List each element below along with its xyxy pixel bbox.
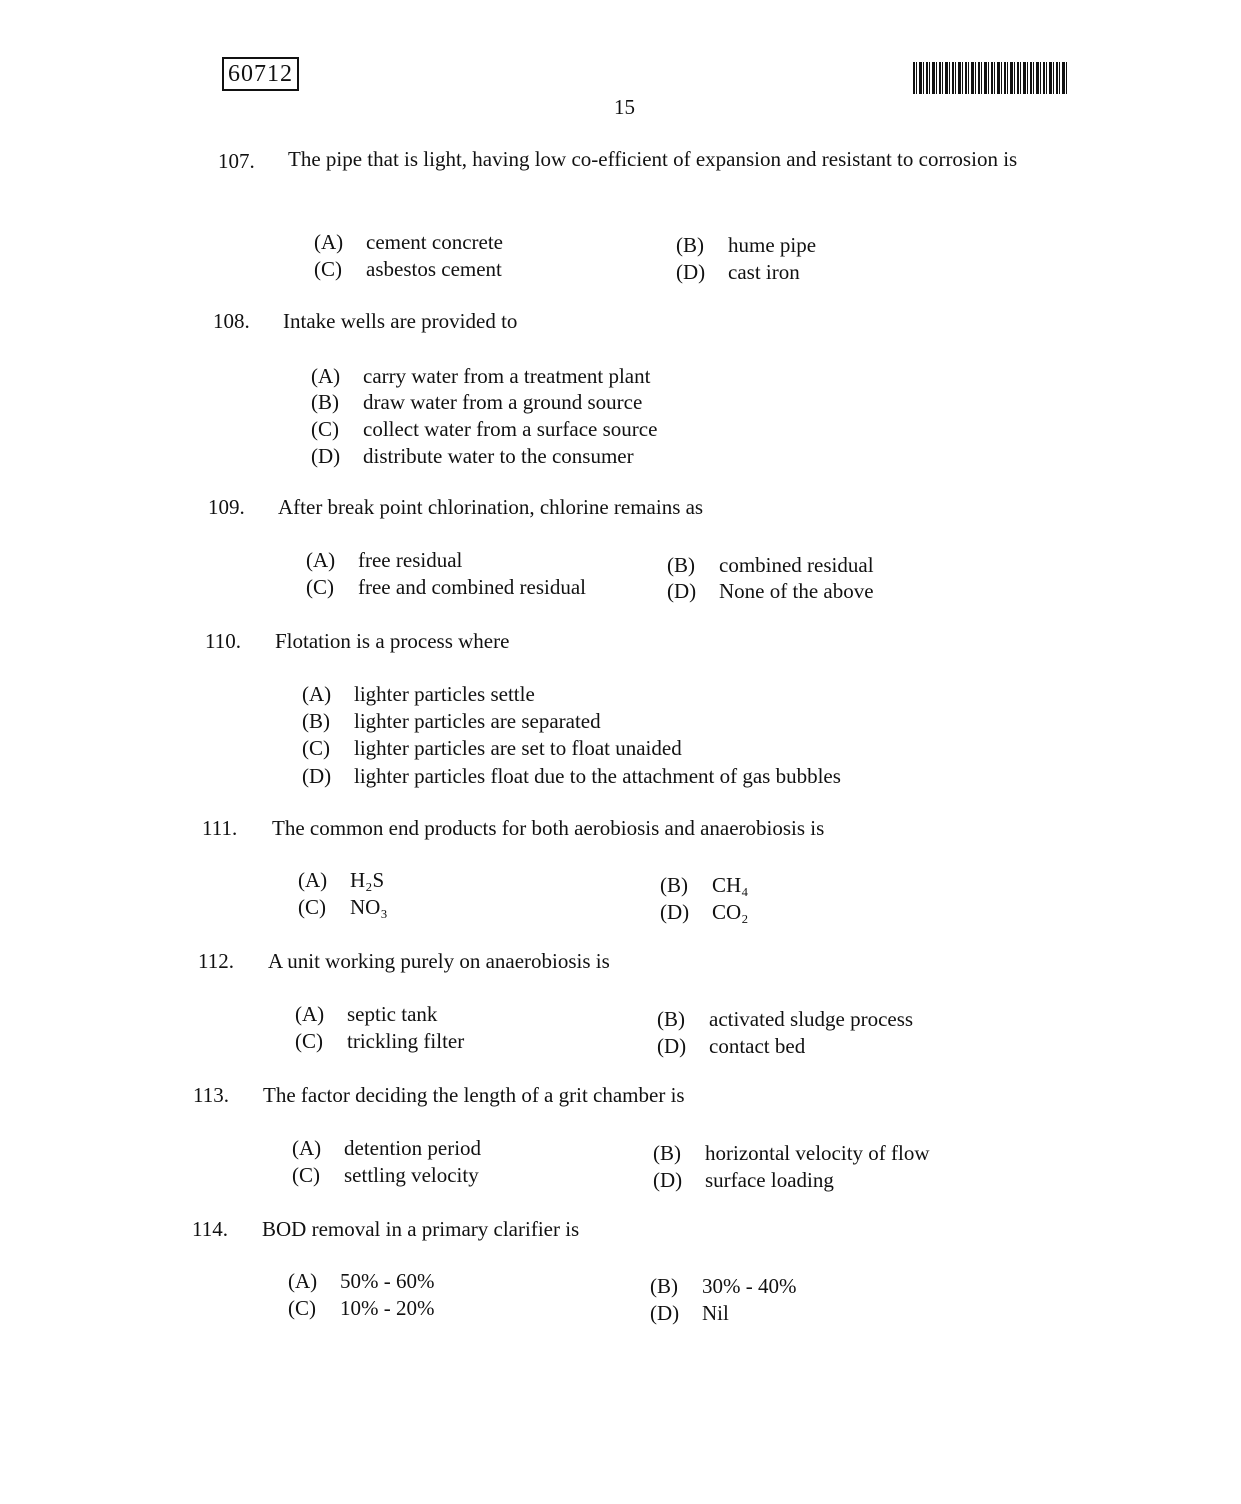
question-text: A unit working purely on anaerobiosis is xyxy=(268,949,610,973)
option-d: (D) distribute water to the consumer xyxy=(311,444,634,468)
question-text: BOD removal in a primary clarifier is xyxy=(262,1217,580,1241)
question-number: 107. xyxy=(218,149,255,173)
option-d: (D) Nil xyxy=(650,1301,729,1325)
question-text: After break point chlorination, chlorine remains as xyxy=(278,495,704,519)
option-c: (C) 10% - 20% xyxy=(288,1296,435,1320)
option-b: (B) horizontal velocity of flow xyxy=(653,1141,930,1165)
option-b: (B) CH₄ xyxy=(660,873,749,897)
question-text: The factor deciding the length of a grit chamber is xyxy=(263,1083,685,1107)
option-c: (C) free and combined residual xyxy=(306,575,586,599)
option-c: (C) lighter particles are set to float unaided xyxy=(302,736,682,760)
option-a: (A) carry water from a treatment plant xyxy=(311,364,651,388)
question-number: 111. xyxy=(202,816,238,840)
option-b: (B) lighter particles are separated xyxy=(302,709,601,733)
option-a: (A) 50% - 60% xyxy=(288,1269,435,1293)
option-b: (B) hume pipe xyxy=(676,233,817,257)
question-number: 108. xyxy=(213,309,250,333)
question-number: 112. xyxy=(198,949,234,973)
option-d: (D) lighter particles float due to the attachment of gas bubbles xyxy=(302,764,841,788)
option-a: (A) cement concrete xyxy=(314,230,503,254)
option-a: (A) free residual xyxy=(306,548,463,572)
question-number: 114. xyxy=(192,1217,228,1241)
question-text: Flotation is a process where xyxy=(275,629,510,653)
option-c: (C) trickling filter xyxy=(295,1029,465,1053)
question-number: 109. xyxy=(208,495,245,519)
option-b: (B) draw water from a ground source xyxy=(311,390,643,414)
option-a: (A) H₂S xyxy=(298,868,385,892)
option-a: (A) septic tank xyxy=(295,1002,438,1026)
option-c: (C) settling velocity xyxy=(292,1163,479,1187)
barcode-image xyxy=(913,62,1067,94)
option-c: (C) NO₃ xyxy=(298,895,388,919)
option-d: (D) contact bed xyxy=(657,1034,806,1058)
question-number: 113. xyxy=(193,1083,229,1107)
option-a: (A) lighter particles settle xyxy=(302,682,535,706)
option-d: (D) CO₂ xyxy=(660,900,749,924)
option-c: (C) collect water from a surface source xyxy=(311,417,658,441)
question-text: Intake wells are provided to xyxy=(283,309,518,333)
option-a: (A) detention period xyxy=(292,1136,482,1160)
option-b: (B) combined residual xyxy=(667,553,874,577)
page-number: 15 xyxy=(614,95,635,119)
paper-code: 60712 xyxy=(222,57,299,91)
option-d: (D) None of the above xyxy=(667,579,874,603)
option-c: (C) asbestos cement xyxy=(314,257,502,281)
question-text: The pipe that is light, having low co-efficient of expansion and resistant to corrosion is xyxy=(288,147,1018,171)
option-d: (D) cast iron xyxy=(676,260,800,284)
option-b: (B) activated sludge process xyxy=(657,1007,914,1031)
question-text: The common end products for both aerobiosis and anaerobiosis is xyxy=(272,816,825,840)
option-d: (D) surface loading xyxy=(653,1168,834,1192)
question-number: 110. xyxy=(205,629,241,653)
option-b: (B) 30% - 40% xyxy=(650,1274,797,1298)
